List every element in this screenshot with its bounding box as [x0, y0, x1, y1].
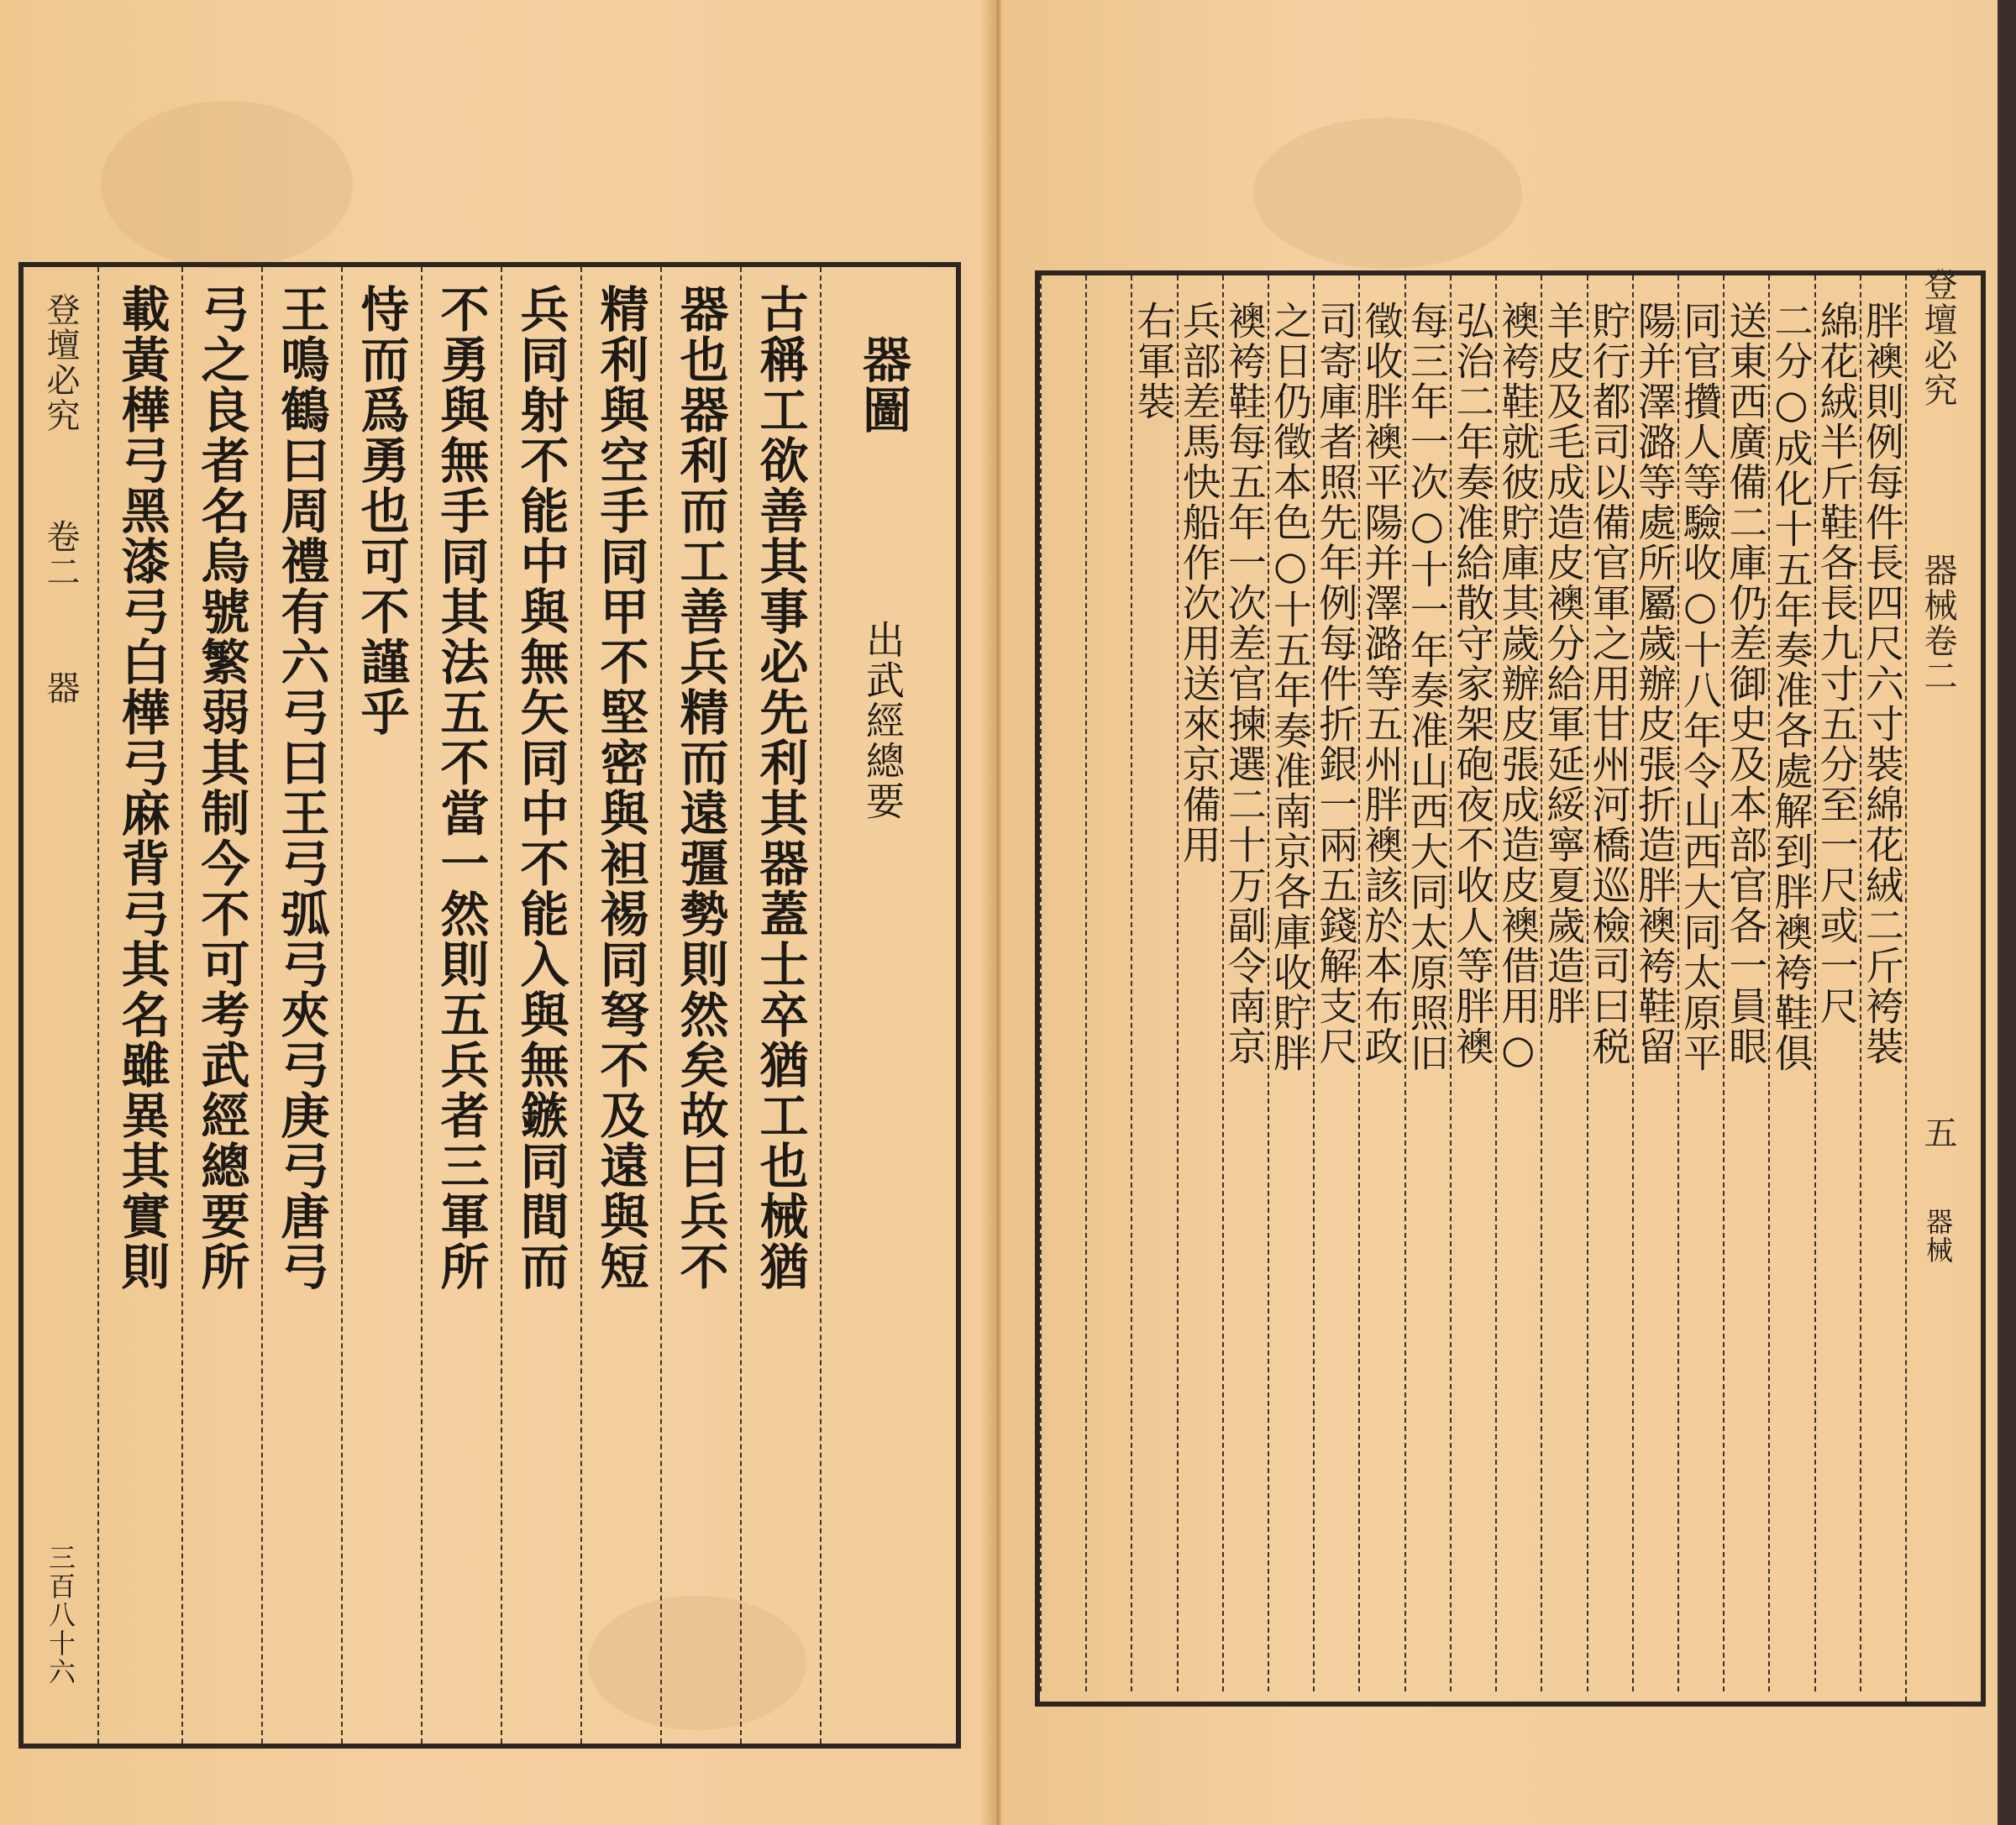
column-text: 襖袴鞋每五年一次差官揀選二十万副令南京	[1221, 301, 1268, 1067]
column-text: 之日仍徵本色○十五年奏准南京各庫收貯胖	[1268, 301, 1314, 1073]
text-column	[1450, 275, 1495, 1691]
text-column	[341, 267, 421, 1744]
text-column	[1358, 275, 1404, 1691]
column-rule	[740, 267, 742, 1744]
paper-stain	[101, 101, 353, 269]
column-rule	[1131, 275, 1132, 1691]
text-column	[1541, 275, 1586, 1691]
margin-section: 器	[41, 670, 80, 705]
right-text-area	[1040, 275, 1905, 1691]
column-text: 右軍裝	[1131, 301, 1177, 422]
column-text: 送東西廣備二庫仍差御史及本部官各一員眼	[1723, 301, 1769, 1067]
text-column	[1723, 275, 1768, 1691]
text-column	[580, 267, 660, 1744]
column-text: 貯行都司以備官軍之用甘州河橋巡檢司曰税	[1586, 301, 1632, 1067]
text-column	[1404, 275, 1450, 1691]
column-text: 襖袴鞋就彼貯庫其歲辦皮張成造皮襖借用○	[1495, 301, 1541, 1073]
column-rule	[261, 267, 263, 1744]
text-column	[1632, 275, 1677, 1691]
column-rule	[1085, 275, 1087, 1691]
margin-leaf-number: 五	[1919, 1115, 1957, 1151]
column-text: 王鳴鶴曰周禮有六弓曰王弓弧弓夾弓庚弓唐弓	[272, 284, 330, 1292]
column-text: 胖襖則例每件長四尺六寸裝綿花絨二斤袴裝	[1859, 301, 1905, 1067]
text-column	[261, 267, 341, 1744]
margin-book-title: 登壇必究	[1919, 267, 1957, 408]
section-heading: 器圖	[854, 334, 911, 435]
column-text: 二分○成化十五年奏准各處解到胖襖袴鞋俱	[1768, 301, 1814, 1073]
right-page	[1001, 0, 2016, 1825]
text-column	[1040, 275, 1085, 1691]
column-text: 司寄庫者照先年例每件折銀一兩五錢解支尺	[1313, 301, 1359, 1067]
text-column	[660, 267, 740, 1744]
column-rule	[1040, 275, 1042, 1691]
text-column	[181, 267, 261, 1744]
text-column	[1131, 275, 1176, 1691]
column-text: 器也器利而工善兵精而遠彊勢則然矣故曰兵不	[671, 284, 729, 1292]
paper-stain	[1253, 118, 1522, 269]
column-text: 精利與空手同甲不堅密與袒裼同弩不及遠與短	[591, 284, 649, 1292]
left-page	[0, 0, 1001, 1825]
text-column	[1085, 275, 1131, 1691]
text-column	[501, 267, 580, 1744]
column-rule	[580, 267, 582, 1744]
column-text: 徵收胖襖平陽并澤潞等五州胖襖該於本布政	[1358, 301, 1404, 1067]
book-edge	[1998, 0, 2016, 1825]
margin-section: 器械	[1922, 1208, 1954, 1265]
column-text: 兵部差馬快船作次用送來京備用	[1176, 301, 1222, 865]
column-rule	[421, 267, 423, 1744]
column-text: 古稱工欲善其事必先利其器蓋士卒猶工也械猶	[751, 284, 809, 1292]
column-text: 弓之良者名烏號繁弱其制今不可考武經總要所	[192, 284, 250, 1292]
text-column	[1495, 275, 1541, 1691]
column-text: 載黃樺弓黑漆弓白樺弓麻背弓其名雖異其實則	[113, 284, 171, 1292]
text-column	[740, 267, 820, 1744]
left-page-border	[18, 262, 961, 1749]
column-text: 陽并澤潞等處所屬歲辦皮張折造胖襖袴鞋留	[1631, 301, 1677, 1067]
text-column-heading	[820, 267, 946, 1744]
column-rule	[97, 267, 99, 1744]
text-column	[1814, 275, 1860, 1691]
text-column	[1860, 275, 1905, 1691]
text-column	[1268, 275, 1313, 1691]
left-margin-column	[24, 267, 97, 1744]
column-text: 同官攢人等驗收○十八年令山西大同太原平	[1677, 301, 1724, 1073]
column-text: 兵同射不能中與無矢同中不能入與無鏃同間而	[512, 284, 570, 1292]
margin-book-title: 登壇必究	[41, 292, 80, 433]
column-text: 每三年一次○十一年奏准山西大同太原照旧	[1404, 301, 1450, 1073]
margin-leaf-number: 三百八十六	[45, 1544, 76, 1686]
text-column	[1222, 275, 1268, 1691]
text-column	[102, 267, 181, 1744]
text-column	[1313, 275, 1358, 1691]
text-column	[1677, 275, 1723, 1691]
text-column	[1587, 275, 1632, 1691]
column-rule	[820, 267, 822, 1744]
section-source: 出武經總要	[860, 620, 906, 821]
column-rule	[181, 267, 183, 1744]
column-rule	[501, 267, 502, 1744]
column-rule	[660, 267, 662, 1744]
text-column	[1177, 275, 1222, 1691]
column-rule	[341, 267, 343, 1744]
right-margin-column	[1905, 267, 1971, 1702]
column-text: 恃而爲勇也可不謹乎	[352, 284, 410, 737]
column-text: 羊皮及毛成造皮襖分給軍延綏寧夏歲造胖	[1541, 301, 1587, 1026]
column-text: 綿花絨半斤鞋各長九寸五分至一尺或一尺	[1814, 301, 1860, 1026]
column-text: 不勇與無手同其法五不當一然則五兵者三軍所	[432, 284, 490, 1292]
column-rule	[1177, 275, 1179, 1691]
text-column	[1768, 275, 1814, 1691]
column-text: 弘治二年奏准給散守家架砲夜不收人等胖襖	[1449, 301, 1495, 1067]
margin-volume: 器械卷二	[1919, 553, 1957, 694]
text-column	[421, 267, 501, 1744]
margin-volume: 卷二	[41, 519, 80, 590]
